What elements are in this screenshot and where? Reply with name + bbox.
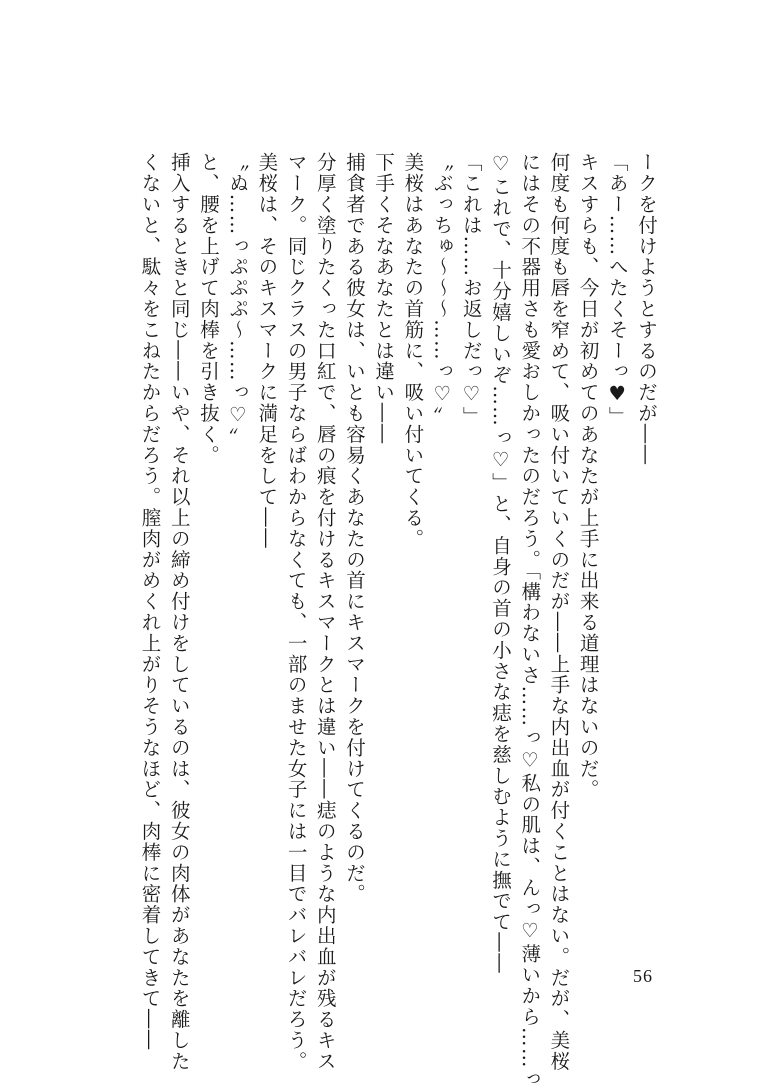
text-line: 「あー……へたくそーっ♥」 [605, 152, 629, 428]
page-number: 56 [633, 966, 653, 986]
text-line: ♡これで、十分嬉しいぞ……っ♡」と、自身の首の小さな痣を慈しむように撫でて―― [488, 152, 512, 975]
text-line: にはその不器用さも愛おしかったのだろう。「構わないさ……っ♡私の肌は、んっ♡薄いから……っ [518, 152, 542, 1090]
text-line: キスすらも、今日が初めてのあなたが上手に出来る道理はないのだ。 [576, 152, 600, 800]
text-line: くないと、駄々をこねたからだろう。膣肉がめくれ上がりそうなほど、肉棒に密着してきて―― [138, 152, 162, 1051]
text-line: 挿入するときと同じ――いや、それ以上の締め付けをしているのは、彼女の肉体があなたを離した [167, 152, 191, 1072]
text-line: 分厚く塗りたくった口紅で、唇の痕を付けるキスマークとは違い――痣のような内出血が残るキス [313, 152, 337, 1072]
text-line: 〝ぬ……っぷぷぷ～……っ♡〟 [226, 152, 250, 449]
text-line: 「これは……お返しだっ♡」 [459, 152, 483, 428]
text-line: 下手くそなあなたとは違い―― [372, 152, 396, 445]
text-line: 美桜はあなたの首筋に、吸い付いてくる。 [401, 152, 425, 550]
text-line: 捕食者である彼女は、いとも容易くあなたの首にキスマークを付けてくるのだ。 [342, 152, 366, 905]
text-line: と、腰を上げて肉棒を引き抜く。 [196, 152, 220, 466]
text-line: 美桜は、そのキスマークに満足をして―― [255, 152, 279, 550]
text-line: ークを付けようとするのだが―― [635, 152, 658, 466]
text-line: マーク。同じクラスの男子ならばわからなくても、一部のませた女子には一目でバレバレだろう。 [284, 152, 308, 1072]
text-line: 何度も何度も唇を窄めて、吸い付いていくのだが――上手な内出血が付くことはない。だが、美桜 [547, 152, 571, 1072]
text-line: 〝ぶっちゅ～～～……っ♡〟 [430, 152, 454, 428]
